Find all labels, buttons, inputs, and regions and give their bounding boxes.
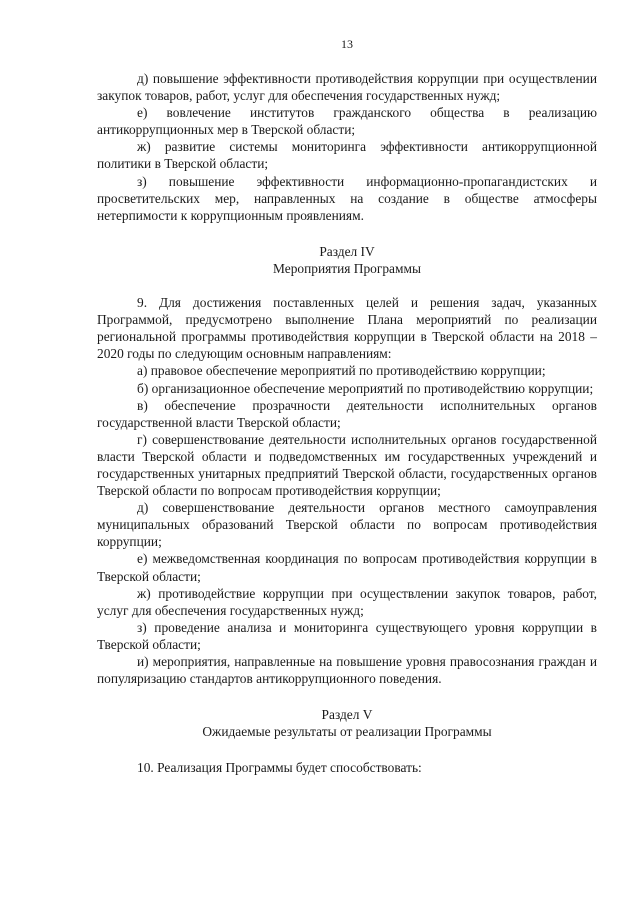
section-label: Раздел V (321, 707, 373, 723)
section-title: Ожидаемые результаты от реализации Программы (202, 724, 492, 740)
list-item: з) повышение эффективности информационно-пропагандистских и просветительских мер, направленных на создание в обществе атмосферы нетерпимости к коррупционным проявлениям. (97, 173, 597, 223)
list-item: ж) противодействие коррупции при осуществлении закупок товаров, работ, услуг для обеспечения государственных нужд; (97, 585, 597, 618)
list-item: в) обеспечение прозрачности деятельности исполнительных органов государственной власти Тверской области; (97, 397, 597, 430)
section-label: Раздел IV (319, 243, 375, 259)
section-5 (97, 706, 597, 776)
section-4 (97, 243, 597, 687)
section-title: Мероприятия Программы (273, 260, 421, 276)
list-item: ж) развитие системы мониторинга эффективности антикоррупционной политики в Тверской области; (97, 139, 597, 172)
list-item: и) мероприятия, направленные на повышение уровня правосознания граждан и популяризацию стандартов антикоррупционного поведения. (97, 654, 597, 687)
list-item: б) организационное обеспечение мероприятий по противодействию коррупции; (137, 380, 594, 396)
section-3-tail (97, 70, 597, 224)
page-number: 13 (341, 37, 353, 51)
paragraph: 10. Реализация Программы будет способствовать: (137, 760, 422, 776)
list-item: г) совершенствование деятельности исполнительных органов государственной власти Тверской области и подведомственных им государственных учреждений и государственных унитарных предприятий Тверской области, государственных органов Тверской области по вопросам противодействия коррупции; (97, 431, 597, 499)
list-item: з) проведение анализа и мониторинга существующего уровня коррупции в Тверской области; (97, 619, 597, 652)
list-item: а) правовое обеспечение мероприятий по противодействию коррупции; (137, 363, 546, 379)
list-item: д) повышение эффективности противодействия коррупции при осуществлении закупок товаров, работ, услуг для обеспечения государственных нужд; (97, 71, 597, 104)
list-item: д) совершенствование деятельности органов местного самоуправления муниципальных образований Тверской области по вопросам противодействия коррупции; (97, 500, 597, 550)
list-item: е) вовлечение институтов гражданского общества в реализацию антикоррупционных мер в Тверской области; (97, 105, 597, 138)
document-page (97, 36, 597, 776)
paragraph: 9. Для достижения поставленных целей и решения задач, указанных Программой, предусмотрено выполнение Плана мероприятий по реализации региональной программы противодействия коррупции в Тверской области на 2018 – 2020 годы по следующим основным направлениям: (97, 295, 597, 362)
list-item: е) межведомственная координация по вопросам противодействия коррупции в Тверской области; (97, 551, 597, 584)
